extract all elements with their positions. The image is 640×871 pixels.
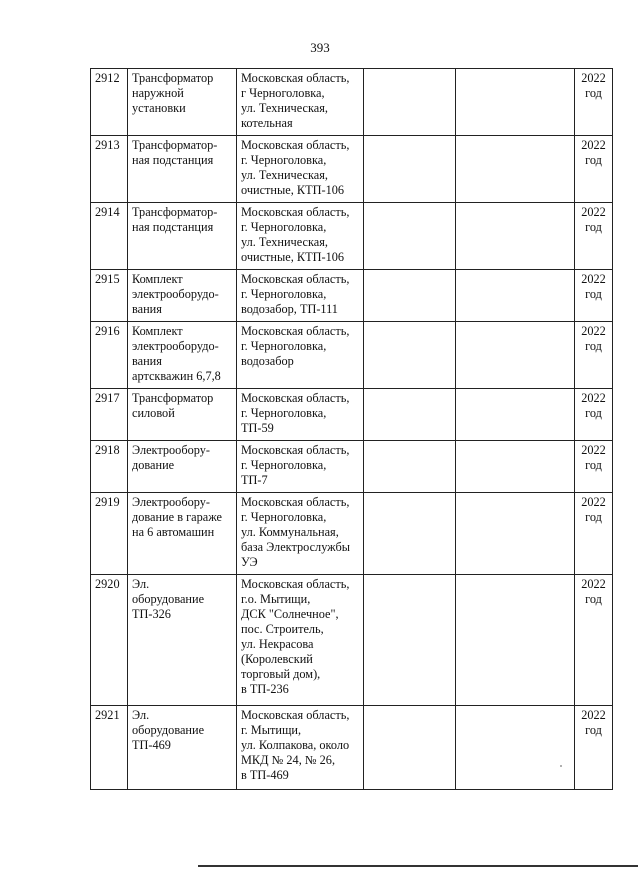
empty-cell bbox=[364, 203, 456, 270]
page-number: 393 bbox=[310, 40, 330, 55]
object-address: Московская область, г. Черноголовка, ТП-59 bbox=[237, 389, 364, 441]
object-address: Московская область, г. Черноголовка, ул. Техническая, очистные, КТП-106 bbox=[237, 203, 364, 270]
empty-cell bbox=[364, 322, 456, 389]
empty-cell bbox=[364, 441, 456, 493]
row-number: 2919 bbox=[91, 493, 128, 575]
empty-cell bbox=[456, 136, 575, 203]
object-name: Трансформатор- ная подстанция bbox=[128, 203, 237, 270]
object-address: Московская область, г. Черноголовка, ул. Коммунальная, база Электрослужбы УЭ bbox=[237, 493, 364, 575]
object-name: Эл. оборудование ТП-326 bbox=[128, 575, 237, 706]
table-row bbox=[91, 493, 613, 575]
row-number: 2912 bbox=[91, 69, 128, 136]
year-cell: 2022 год bbox=[575, 203, 613, 270]
year-cell: 2022 год bbox=[575, 441, 613, 493]
year-cell: 2022 год bbox=[575, 270, 613, 322]
scan-speck bbox=[560, 765, 562, 767]
year-cell: 2022 год bbox=[575, 136, 613, 203]
object-name: Комплект электрооборудо- вания артскважин 6,7,8 bbox=[128, 322, 237, 389]
table-row bbox=[91, 69, 613, 136]
year-cell: 2022 год bbox=[575, 575, 613, 706]
year-cell: 2022 год bbox=[575, 389, 613, 441]
empty-cell bbox=[456, 322, 575, 389]
table-row bbox=[91, 441, 613, 493]
empty-cell bbox=[456, 69, 575, 136]
object-address: Московская область, г. Черноголовка, ТП-7 bbox=[237, 441, 364, 493]
empty-cell bbox=[364, 493, 456, 575]
object-address: Московская область, г. Черноголовка, ул. Техническая, очистные, КТП-106 bbox=[237, 136, 364, 203]
footer-rule bbox=[198, 865, 638, 867]
year-cell: 2022 год bbox=[575, 322, 613, 389]
table-row bbox=[91, 389, 613, 441]
object-address: Московская область, г Черноголовка, ул. Техническая, котельная bbox=[237, 69, 364, 136]
empty-cell bbox=[456, 575, 575, 706]
row-number: 2920 bbox=[91, 575, 128, 706]
table-row bbox=[91, 203, 613, 270]
object-address: Московская область, г. Мытищи, ул. Колпакова, около МКД № 24, № 26, в ТП-469 bbox=[237, 706, 364, 790]
object-name: Трансформатор наружной установки bbox=[128, 69, 237, 136]
object-address: Московская область, г.о. Мытищи, ДСК "Солнечное", пос. Строитель, ул. Некрасова (Королевский торговый дом), в ТП-236 bbox=[237, 575, 364, 706]
object-name: Трансформатор силовой bbox=[128, 389, 237, 441]
object-name: Трансформатор- ная подстанция bbox=[128, 136, 237, 203]
empty-cell bbox=[456, 493, 575, 575]
object-name: Электрообору- дование bbox=[128, 441, 237, 493]
object-name: Комплект электрооборудо- вания bbox=[128, 270, 237, 322]
empty-cell bbox=[364, 706, 456, 790]
empty-cell bbox=[364, 136, 456, 203]
empty-cell bbox=[364, 575, 456, 706]
empty-cell bbox=[456, 270, 575, 322]
row-number: 2916 bbox=[91, 322, 128, 389]
table-row bbox=[91, 270, 613, 322]
registry-table bbox=[90, 68, 613, 790]
table-row bbox=[91, 322, 613, 389]
row-number: 2914 bbox=[91, 203, 128, 270]
row-number: 2921 bbox=[91, 706, 128, 790]
row-number: 2913 bbox=[91, 136, 128, 203]
empty-cell bbox=[456, 389, 575, 441]
table-row bbox=[91, 706, 613, 790]
row-number: 2918 bbox=[91, 441, 128, 493]
empty-cell bbox=[456, 441, 575, 493]
empty-cell bbox=[456, 706, 575, 790]
row-number: 2917 bbox=[91, 389, 128, 441]
object-address: Московская область, г. Черноголовка, водозабор, ТП-111 bbox=[237, 270, 364, 322]
year-cell: 2022 год bbox=[575, 69, 613, 136]
row-number: 2915 bbox=[91, 270, 128, 322]
empty-cell bbox=[364, 389, 456, 441]
empty-cell bbox=[364, 69, 456, 136]
empty-cell bbox=[456, 203, 575, 270]
empty-cell bbox=[364, 270, 456, 322]
object-name: Электрообору- дование в гараже на 6 автомашин bbox=[128, 493, 237, 575]
year-cell: 2022 год bbox=[575, 706, 613, 790]
object-name: Эл. оборудование ТП-469 bbox=[128, 706, 237, 790]
table-row bbox=[91, 136, 613, 203]
table-row bbox=[91, 575, 613, 706]
year-cell: 2022 год bbox=[575, 493, 613, 575]
object-address: Московская область, г. Черноголовка, водозабор bbox=[237, 322, 364, 389]
